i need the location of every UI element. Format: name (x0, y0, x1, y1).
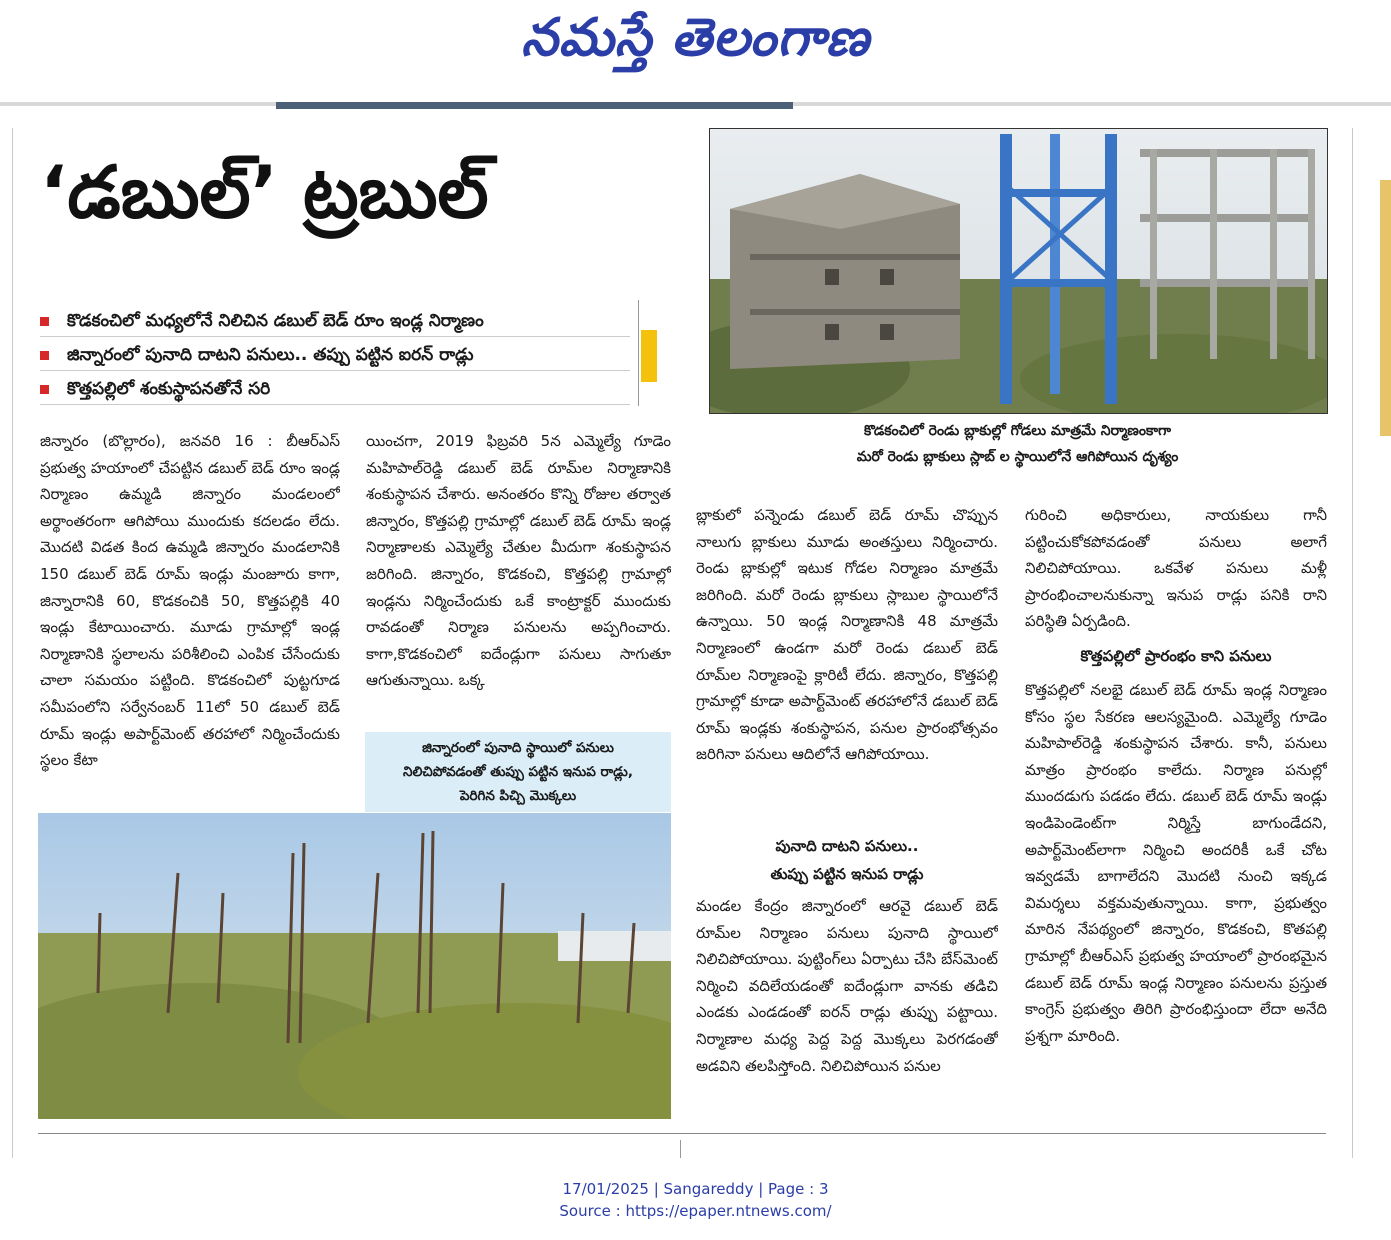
article-column-4-part-2 (1025, 677, 1327, 1107)
bullet-text: కొత్తపల్లిలో శంకుస్థాపనతోనే సరి (67, 379, 271, 399)
masthead (0, 0, 1391, 100)
buildings-illustration (710, 129, 1327, 413)
article-text: మండల కేంద్రం జిన్నారంలో ఆరవై డబుల్ బెడ్ రూమ్‌ల నిర్మాణం పనులు పునాది స్థాయిలో నిలిచిపోయాయి. పుట్టింగ్‌లు ఏర్పాటు చేసి బేస్‌మెంట్ నిర్మించి వదిలేయడంతో ఐదేండ్లుగా వానకు తడిచి ఎండకు ఎండడంతో ఐరన్ రాడ్లు తుప్పు పట్టాయి. నిర్మాణాల మధ్య పెద్ద పెద్ద మొక్కలు పెరగడంతో అడవిని తలపిస్తోంది. నిలిచిపోయిన పనుల (696, 897, 998, 1075)
article-column-3-part-2 (696, 893, 998, 1108)
article-text: బ్లాకులో పన్నెండు డబుల్ బెడ్ రూమ్ చొప్పున నాలుగు బ్లాకులు మూడు అంతస్తులు నిర్మించారు. రెండు బ్లాకుల్లో ఇటుక గోడల నిర్మాణం మాత్రమే జరిగింది. మరో రెండు బ్లాకులు స్లాబుల స్థాయిలోనే ఉన్నాయి. 50 ఇండ్ల నిర్మాణానికి 48 మాత్రమే నిర్మాణంలో ఉండగా మరో రెండు డబుల్ బెడ్ రూమ్‌ల నిర్మాణంపై క్లారిటీ లేదు. జిన్నారం, కొత్తపల్లి గ్రామాల్లో కూడా అపార్ట్‌మెంట్ తరహాలోనే డబుల్ బెడ్ రూమ్ ఇండ్లకు శంకుస్థాపన, పనుల ప్రారంభోత్సవం జరిగినా పనులు ఆదిలోనే ఆగిపోయాయి. (696, 506, 998, 764)
subheading-kothapalli: కొత్తపల్లిలో ప్రారంభం కాని పనులు (1080, 647, 1272, 665)
footer (0, 1178, 1391, 1222)
bullet-item-1 (40, 306, 630, 337)
caption-line: పెరిగిన పిచ్చి మొక్కలు (459, 788, 577, 804)
photo-caption-inset (365, 732, 671, 812)
accent-bar (641, 330, 657, 382)
article-column-3-part-1 (696, 502, 998, 827)
footer-source-link[interactable]: Source : https://epaper.ntnews.com/ (559, 1202, 832, 1220)
subheading-foundation (696, 832, 998, 888)
caption-line: మరో రెండు బ్లాకులు స్లాబ్ ల స్థాయిలోనే ఆగిపోయిన దృశ్యం (856, 449, 1179, 465)
bullet-marker-icon (40, 385, 49, 394)
photo-rusted-rods-field (38, 813, 671, 1119)
masthead-title: నమస్తే తెలంగాణ (521, 8, 870, 68)
bullet-bracket (634, 300, 639, 406)
masthead-accent-rule (276, 102, 793, 109)
photo-caption-top (709, 418, 1326, 470)
article-text: గురించి అధికారులు, నాయకులు గానీ పట్టించుకోకపోవడంతో పనులు అలాగే నిలిచిపోయాయి. ఒకవేళ పనులు మళ్లీ ప్రారంభించాలనుకున్నా ఇనుప రాడ్లు పనికి రాని పరిస్థితి ఏర్పడింది. (1025, 506, 1327, 631)
footer-date-edition: 17/01/2025 | Sangareddy | Page : 3 (562, 1180, 829, 1198)
adjacent-article-image-edge (1380, 180, 1391, 436)
bullet-item-2 (40, 340, 630, 371)
headline: ‘డబుల్’ ట్రబుల్ (40, 150, 489, 234)
column-divider-right (1352, 128, 1353, 1158)
article-column-4-part-1 (1025, 502, 1327, 635)
caption-line: నిలిచిపోవడంతో తుప్పు పట్టిన ఇనుప రాడ్లు, (403, 764, 633, 780)
field-illustration (38, 813, 671, 1119)
footer-divider (680, 1140, 681, 1158)
article-text: కొత్తపల్లిలో నలభై డబుల్ బెడ్ రూమ్ ఇండ్ల నిర్మాణం కోసం స్థల సేకరణ ఆలస్యమైంది. ఎమ్మెల్యే గూడెం మహిపాల్‌రెడ్డి శంకుస్థాపన చేశారు. కానీ, పనులు మాత్రం ప్రారంభం కాలేదు. నిర్మాణ పనుల్లో ముందడుగు పడడం లేదు. డబుల్ బెడ్ రూమ్ ఇండ్లు ఇండిపెండెంట్‌గా నిర్మిస్తే బాగుండేదని, అపార్ట్‌మెంట్‌లాగా నిర్మించి అందరికీ ఒకే చోట ఇవ్వడమే బాగాలేదని మొదటి నుంచి ఇక్కడ విమర్శలు వక్తమవుతున్నాయి. కాగా, ప్రభుత్వం మారిన నేపథ్యంలో జిన్నారం, కొడకంచి, కొతపల్లి గ్రామాల్లో బీఆర్ఎస్ ప్రభుత్వ హయాంలో ప్రారంభమైన డబుల్ బెడ్ రూమ్ ఇండ్ల నిర్మాణం పనులను ప్రస్తుత కాంగ్రెస్ ప్రభుత్వం తిరిగి ప్రారంభిస్తుందా లేదా అనేది ప్రశ్నగా మారింది. (1025, 681, 1327, 1045)
column-divider-left (12, 128, 13, 1158)
bullet-marker-icon (40, 317, 49, 326)
bullet-marker-icon (40, 351, 49, 360)
bullet-text: జిన్నారంలో పునాది దాటని పనులు.. తప్పు పట్టిన ఐరన్ రాడ్లు (67, 345, 474, 365)
article-column-2 (366, 428, 671, 728)
subheading-line: పునాది దాటని పనులు.. (775, 837, 919, 855)
bullet-text: కొడకంచిలో మధ్యలోనే నిలిచిన డబుల్ బెడ్ రూం ఇండ్ల నిర్మాణం (67, 311, 484, 331)
bullet-item-3 (40, 374, 630, 405)
caption-line: జిన్నారంలో పునాది స్థాయిలో పనులు (422, 740, 614, 756)
photo-unfinished-buildings (709, 128, 1328, 414)
article-text: జిన్నారం (బొల్లారం), జనవరి 16 : బీఆర్ఎస్ ప్రభుత్వ హయాంలో చేపట్టిన డబుల్ బెడ్ రూం ఇండ్ల నిర్మాణం ఉమ్మడి జిన్నారం మండలంలో అర్థాంతరంగా ఆగిపోయి ముందుకు కదలడం లేదు. మొదటి విడత కింద ఉమ్మడి జిన్నారం మండలానికి 150 డబుల్ బెడ్ రూమ్ ఇండ్లు మంజూరు కాగా, జిన్నారానికి 60, కొడకంచికి 50, కొత్తపల్లికి 40 ఇండ్లు కేటాయించారు. మూడు గ్రామాల్లో ఇండ్ల నిర్మాణానికి స్థలాలను పరిశీలించి ఎంపిక చేసేందుకు చాలా సమయం పట్టింది. కొడకంచిలో పుట్టగూడ సమీపంలోని సర్వేనంబర్ 11లో 50 డబుల్ బెడ్ రూమ్ ఇండ్లు అపార్ట్‌మెంట్ తరహాలో నిర్మించేందుకు స్థలం కేటా (40, 432, 340, 770)
footer-rule (38, 1133, 1326, 1134)
article-column-1 (40, 428, 340, 808)
article-text: యించగా, 2019 ఫిబ్రవరి 5న ఎమ్మెల్యే గూడెం మహిపాల్‌రెడ్డి డబుల్ బెడ్ రూమ్‌ల నిర్మాణానికి శంకుస్థాపన చేశారు. అనంతరం కొన్ని రోజుల తర్వాత జిన్నారం, కొత్తపల్లి గ్రామాల్లో డబుల్ బెడ్ రూమ్ ఇండ్ల నిర్మాణాలకు ఎమ్మెల్యే చేతుల మీదుగా శంకుస్థాపన జరిగింది. జిన్నారం, కొడకంచి, కొత్తపల్లి గ్రామాల్లో ఇండ్లను నిర్మించేందుకు ఒకే కాంట్రాక్టర్ ముందుకు రావడంతో నిర్మాణ పనులను అప్పగించారు. కాగా,కొడకంచిలో ఐదేండ్లుగా పనులు సాగుతూ ఆగుతున్నాయి. ఒక్క (366, 432, 671, 690)
caption-line: కొడకంచిలో రెండు బ్లాకుల్లో గోడలు మాత్రమే నిర్మాణంకాగా (863, 423, 1171, 439)
subheading-line: తుప్పు పట్టిన ఇనుప రాడ్లు (770, 865, 924, 883)
